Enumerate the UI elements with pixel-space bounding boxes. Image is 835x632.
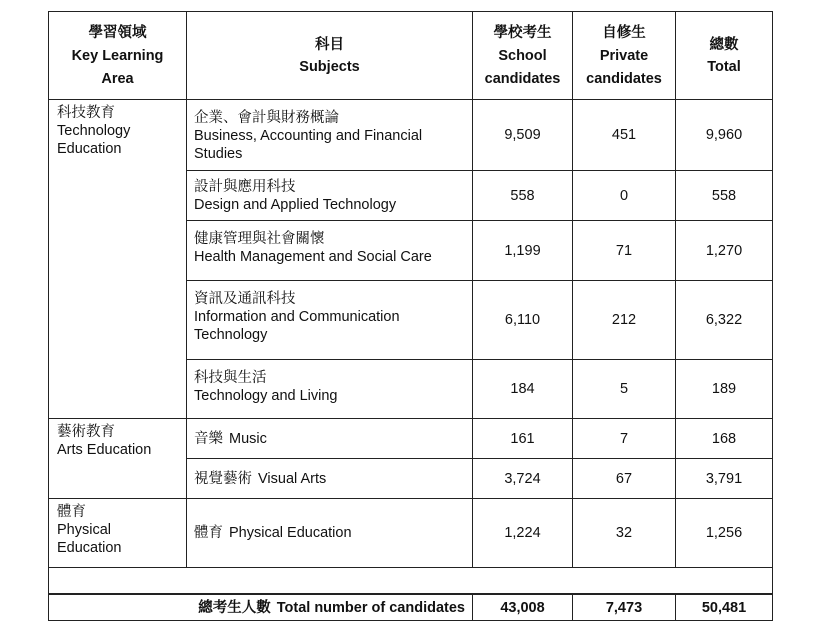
school-count: 184 [473,360,573,419]
total-count: 189 [676,360,773,419]
header-private-zh: 自修生 [602,24,646,41]
total-count: 9,960 [676,100,773,171]
header-total [676,12,773,100]
area-en-line1: Physical [57,522,111,538]
subject-cell [187,100,473,171]
subject-cell [187,281,473,360]
header-school [473,12,573,100]
area-en-line2: Education [57,540,122,556]
private-count: 212 [573,281,676,360]
total-count: 3,791 [676,459,773,499]
school-count: 558 [473,171,573,221]
subject-en-line1: Music [229,430,267,447]
subject-zh: 設計與應用科技 [194,179,296,195]
subject-cell [187,171,473,221]
header-private-en-line1: Private [599,47,649,64]
private-count: 32 [573,499,676,568]
school-count: 1,199 [473,221,573,281]
private-count: 7 [573,419,676,459]
area-zh: 藝術教育 [57,424,115,440]
subject-zh: 健康管理與社會關懷 [194,231,325,247]
header-private [573,12,676,100]
spacer-row [49,568,773,594]
total-count: 6,322 [676,281,773,360]
header-area-en-line1: Key Learning [71,47,164,64]
subject-zh: 資訊及通訊科技 [194,291,296,307]
totals-label-en: Total number of candidates [276,599,465,616]
totals-row [49,595,773,621]
school-count: 6,110 [473,281,573,360]
subject-en-line1: Health Management and Social Care [194,249,432,265]
subject-cell [187,499,473,568]
table-row [49,419,773,459]
header-school-zh: 學校考生 [493,24,552,41]
subject-en-line1: Information and Communication [194,309,400,325]
subject-en-line2: Studies [194,146,243,162]
subject-zh: 音樂 [194,430,223,447]
header-subject-zh: 科目 [315,36,344,53]
private-count: 71 [573,221,676,281]
subject-cell [187,221,473,281]
area-en-line1: Technology [57,123,131,139]
header-school-en-line1: School [498,47,547,64]
subject-cell [187,360,473,419]
header-private-en-line2: candidates [586,70,662,87]
private-count: 5 [573,360,676,419]
totals-label-zh: 總考生人數 [198,599,271,616]
subject-zh: 體育 [194,525,223,541]
candidates-table [48,11,773,621]
area-en-line1: Arts Education [57,442,152,458]
subject-en-line1: Business, Accounting and Financial [194,128,423,144]
spacer-cell [49,568,773,594]
total-count: 1,256 [676,499,773,568]
subject-en-line1: Technology and Living [194,388,338,404]
header-row [49,12,773,100]
subject-zh: 科技與生活 [194,370,267,386]
header-area-zh: 學習領域 [88,24,147,41]
school-count: 3,724 [473,459,573,499]
private-count: 67 [573,459,676,499]
subject-cell [187,459,473,499]
subject-en-line2: Technology [194,327,268,343]
header-subject [187,12,473,100]
header-total-en: Total [707,58,741,75]
subject-zh: 企業、會計與財務概論 [194,110,339,126]
totals-label [49,595,473,621]
subject-en-line1: Visual Arts [258,470,327,487]
subject-en-line1: Design and Applied Technology [194,197,397,213]
school-count: 9,509 [473,100,573,171]
table-row [49,499,773,568]
school-count: 161 [473,419,573,459]
area-zh: 科技教育 [57,105,115,121]
header-total-zh: 總數 [709,36,739,53]
subject-zh: 視覺藝術 [194,470,252,487]
header-area-en-line2: Area [101,70,134,87]
school-count: 1,224 [473,499,573,568]
total-count: 558 [676,171,773,221]
area-cell-arts [49,419,187,499]
total-school: 43,008 [473,595,573,621]
area-cell-physical [49,499,187,568]
area-cell-technology [49,100,187,419]
area-en-line2: Education [57,141,122,157]
private-count: 0 [573,171,676,221]
subject-cell [187,419,473,459]
grand-total: 50,481 [676,595,773,621]
header-area [49,12,187,100]
subject-en-line1: Physical Education [229,525,352,541]
header-school-en-line2: candidates [484,70,561,87]
total-count: 168 [676,419,773,459]
total-private: 7,473 [573,595,676,621]
private-count: 451 [573,100,676,171]
total-count: 1,270 [676,221,773,281]
table-row [49,100,773,171]
area-zh: 體育 [57,504,86,520]
header-subject-en: Subjects [299,58,360,75]
